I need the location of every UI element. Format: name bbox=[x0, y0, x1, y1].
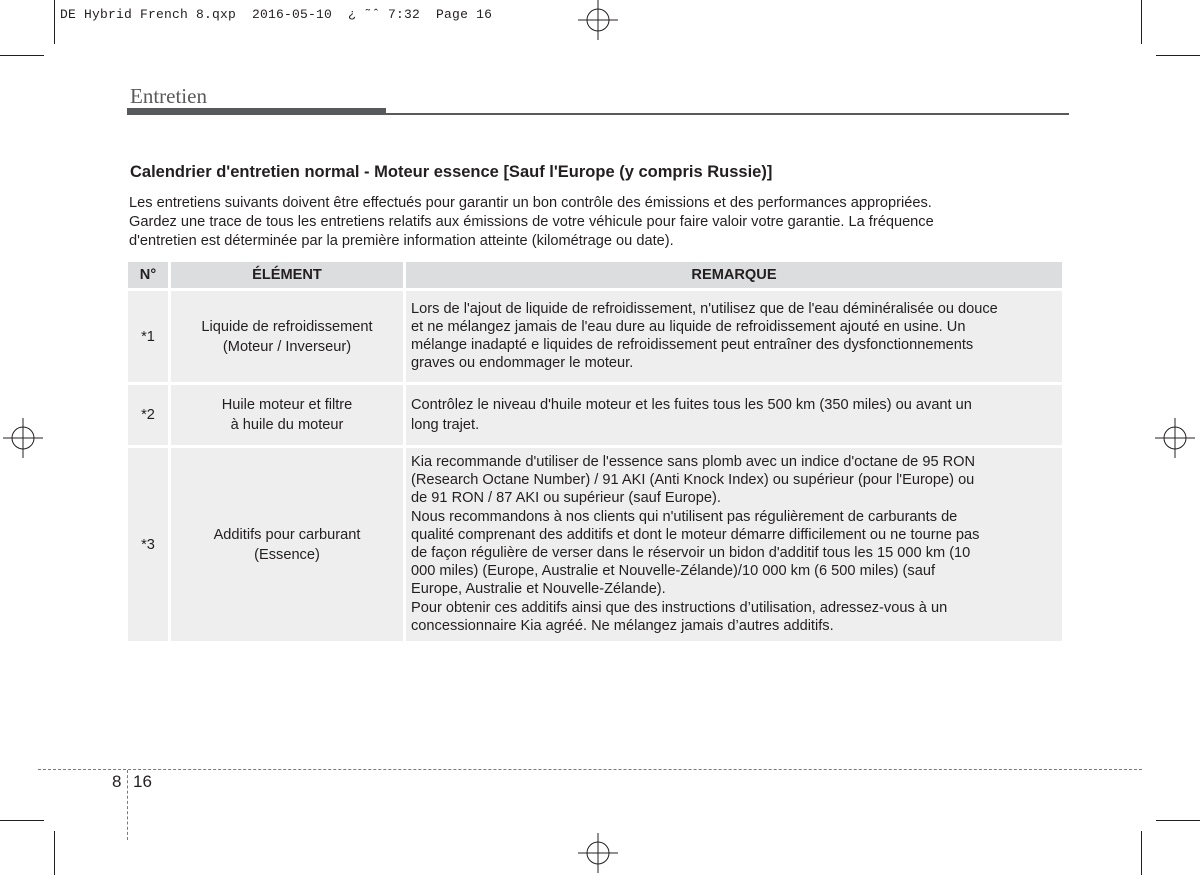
row-number: *2 bbox=[128, 385, 168, 445]
footer-rule bbox=[38, 769, 1142, 770]
table-row bbox=[128, 291, 1062, 382]
table-row bbox=[128, 448, 1062, 641]
row-remark bbox=[406, 385, 1062, 445]
remark-line: (Research Octane Number) / 91 AKI (Anti Knock Index) ou supérieur (pour l'Europe) ou bbox=[411, 472, 975, 489]
element-line: Liquide de refroidissement bbox=[201, 318, 373, 335]
registration-mark-icon bbox=[578, 0, 618, 40]
intro-line: Les entretiens suivants doivent être effectués pour garantir un bon contrôle des émissions et des performances appropriées. bbox=[129, 195, 932, 211]
intro-paragraph bbox=[129, 194, 1067, 251]
print-header: DE Hybrid French 8.qxp 2016-05-10 ¿ ˜ˆ 7:32 Page 16 bbox=[60, 7, 493, 22]
remark-line: mélange inadapté e liquides de refroidissement peut entraîner des dysfonctionnements bbox=[411, 337, 974, 353]
remark-line: concessionnaire Kia agréé. Ne mélangez jamais d’autres additifs. bbox=[411, 617, 834, 634]
header-remark: REMARQUE bbox=[406, 262, 1062, 288]
page-separator bbox=[127, 770, 128, 840]
element-line: à huile du moteur bbox=[230, 417, 344, 433]
remark-line: Lors de l'ajout de liquide de refroidissement, n'utilisez que de l'eau déminéralisée ou douce bbox=[411, 300, 998, 317]
remark-line: 000 miles) (Europe, Australie et Nouvelle-Zélande)/10 000 km (6 500 miles) (sauf bbox=[411, 563, 935, 580]
remark-line: Pour obtenir ces additifs ainsi que des instructions d’utilisation, adressez-vous à un bbox=[411, 599, 948, 616]
element-line: (Essence) bbox=[254, 546, 320, 563]
element-line: Additifs pour carburant bbox=[213, 526, 361, 543]
remark-line: graves ou endommager le moteur. bbox=[411, 355, 634, 372]
intro-line: d'entretien est déterminée par la première information atteinte (kilométrage ou date). bbox=[129, 233, 674, 249]
title-rule-thin bbox=[386, 113, 1069, 115]
remark-line: de 91 RON / 87 AKI ou supérieur (sauf Europe). bbox=[411, 490, 721, 507]
row-element bbox=[171, 291, 403, 382]
registration-mark-icon bbox=[3, 418, 43, 458]
remark-line: qualité comprenant des additifs et dont le moteur démarre difficilement ou ne tourne pas bbox=[411, 526, 980, 543]
remark-line: de façon régulière de verser dans le réservoir un bidon d'additif tous les 15 000 km (10 bbox=[411, 545, 971, 561]
registration-mark-icon bbox=[1155, 418, 1195, 458]
remark-line: et ne mélangez jamais de l'eau dure au liquide de refroidissement ajouté en usine. Un bbox=[411, 318, 966, 335]
row-remark bbox=[406, 448, 1062, 641]
remark-line: Europe, Australie et Nouvelle-Zélande). bbox=[411, 581, 666, 598]
table-header-row bbox=[128, 262, 1062, 288]
remark-line: long trajet. bbox=[411, 416, 480, 433]
element-line: (Moteur / Inverseur) bbox=[222, 338, 352, 355]
section-title: Entretien bbox=[130, 84, 207, 108]
intro-line: Gardez une trace de tous les entretiens relatifs aux émissions de votre véhicule pour faire valoir votre garantie. La fréquence bbox=[129, 214, 934, 230]
title-rule bbox=[127, 108, 386, 115]
maintenance-table bbox=[125, 259, 1065, 644]
registration-mark-icon bbox=[578, 833, 618, 873]
remark-line: Contrôlez le niveau d'huile moteur et les fuites tous les 500 km (350 miles) ou avant un bbox=[411, 396, 972, 413]
chapter-number: 8 bbox=[112, 772, 122, 791]
header-number: N° bbox=[128, 262, 168, 288]
row-number: *3 bbox=[128, 448, 168, 641]
row-element bbox=[171, 448, 403, 641]
row-number: *1 bbox=[128, 291, 168, 382]
header-element: ÉLÉMENT bbox=[171, 262, 403, 288]
row-remark bbox=[406, 291, 1062, 382]
remark-line: Kia recommande d'utiliser de l'essence sans plomb avec un indice d'octane de 95 RON bbox=[411, 453, 976, 470]
table-row bbox=[128, 385, 1062, 445]
page-number: 16 bbox=[133, 772, 152, 791]
element-line: Huile moteur et filtre bbox=[221, 397, 353, 413]
page-heading: Calendrier d'entretien normal - Moteur essence [Sauf l'Europe (y compris Russie)] bbox=[130, 163, 773, 181]
row-element bbox=[171, 385, 403, 445]
remark-line: Nous recommandons à nos clients qui n'utilisent pas régulièrement de carburants de bbox=[411, 508, 958, 525]
